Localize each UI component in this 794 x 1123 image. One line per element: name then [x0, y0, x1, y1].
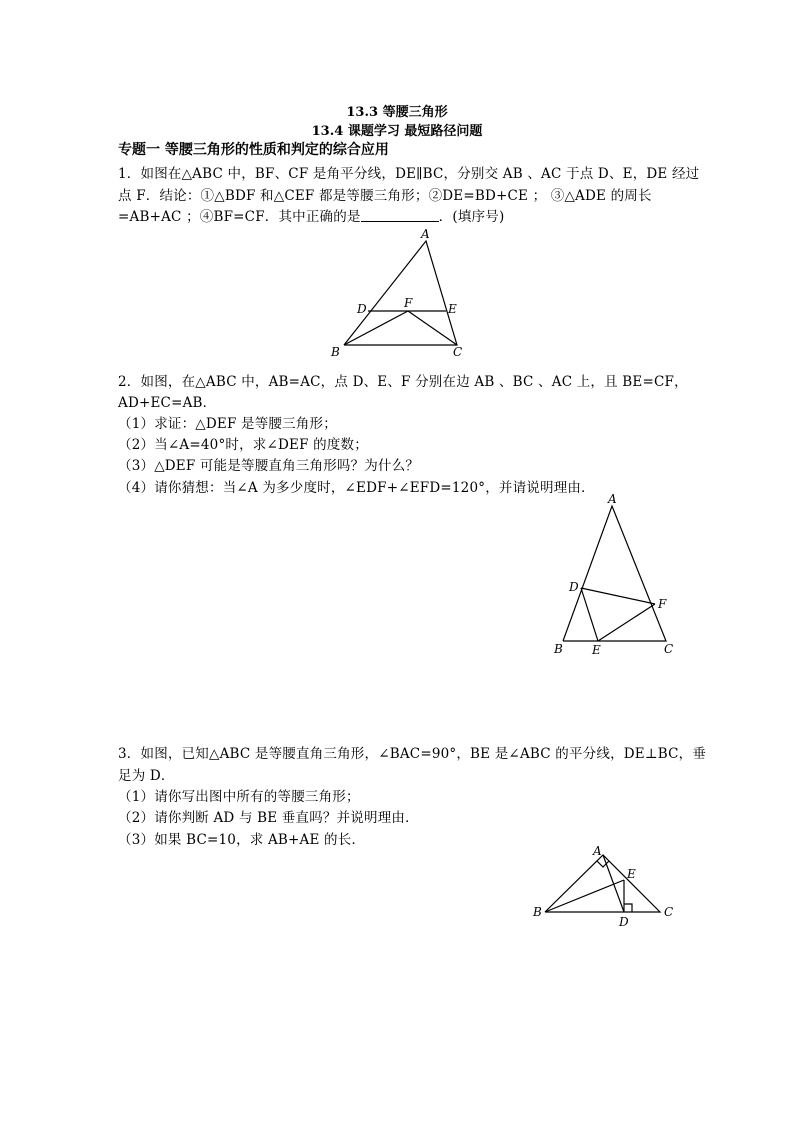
- fig3-label-e: E: [627, 867, 636, 881]
- fig1-label-c: C: [453, 345, 463, 359]
- problem-1-line-3-text: =AB+AC ；④BF=CF．其中正确的是: [118, 209, 361, 225]
- problem-2-item-1: （1）求证：△DEF 是等腰三角形；: [118, 416, 337, 432]
- fig2-label-a: A: [608, 492, 617, 506]
- figure-2-lines: [563, 506, 666, 641]
- fig2-label-b: B: [554, 642, 563, 656]
- fig3-label-b: B: [533, 905, 542, 919]
- fig1-label-a: A: [421, 227, 430, 241]
- fig2-label-c: C: [664, 642, 674, 656]
- figure-3-lines: [545, 855, 660, 912]
- problem-3-item-1: （1）请你写出图中所有的等腰三角形；: [118, 789, 360, 805]
- problem-3-item-3: （3）如果 BC=10，求 AB+AE 的长．: [118, 832, 366, 848]
- answer-blank: [361, 209, 439, 222]
- problem-1-line-3-tail: ．(填序号): [438, 209, 505, 225]
- problem-1-line-3: [118, 205, 504, 225]
- problem-1-line-1: 1．如图在△ABC 中，BF、CF 是角平分线，DE∥BC，分别交 AB 、AC 于点 D、E，DE 经过: [118, 166, 700, 182]
- fig3-label-a: A: [593, 844, 602, 858]
- fig1-label-d: D: [357, 302, 367, 316]
- problem-2-item-3: （3）△DEF 可能是等腰直角三角形吗？为什么？: [118, 458, 420, 474]
- problem-3-item-2: （2）请你判断 AD 与 BE 垂直吗？并说明理由．: [118, 810, 419, 826]
- problem-1-line-2: 点 F．结论：①△BDF 和△CEF 都是等腰三角形；②DE=BD+CE ； ③△ADE 的周长: [118, 188, 652, 204]
- problem-2-item-2: （2）当∠A=40°时，求∠DEF 的度数；: [118, 437, 368, 453]
- fig2-label-e: E: [592, 643, 601, 657]
- fig1-label-e: E: [448, 302, 457, 316]
- section-heading: 专题一 等腰三角形的性质和判定的综合应用: [118, 142, 389, 158]
- fig1-label-b: B: [331, 345, 340, 359]
- problem-2-item-4: （4）请你猜想：当∠A 为多少度时，∠EDF+∠EFD=120°，并请说明理由．: [118, 480, 595, 496]
- page-title: 13.3 等腰三角形: [346, 105, 448, 120]
- figure-1-lines: [344, 241, 457, 345]
- fig3-label-c: C: [664, 905, 674, 919]
- problem-3-line-1: 3．如图，已知△ABC 是等腰直角三角形，∠BAC=90°，BE 是∠ABC 的平分线，DE⊥BC，垂: [118, 746, 707, 762]
- fig3-label-d: D: [619, 915, 629, 929]
- fig1-label-f: F: [404, 296, 413, 310]
- problem-2-line-1: 2．如图，在△ABC 中，AB=AC，点 D、E、F 分别在边 AB 、BC 、AC 上，且 BE=CF，: [118, 374, 688, 390]
- fig2-label-d: D: [569, 580, 579, 594]
- page-subtitle: 13.4 课题学习 最短路径问题: [311, 124, 483, 139]
- fig2-label-f: F: [658, 597, 667, 611]
- problem-3-line-2: 足为 D．: [118, 768, 175, 784]
- problem-2-line-2: AD+EC=AB．: [118, 395, 217, 411]
